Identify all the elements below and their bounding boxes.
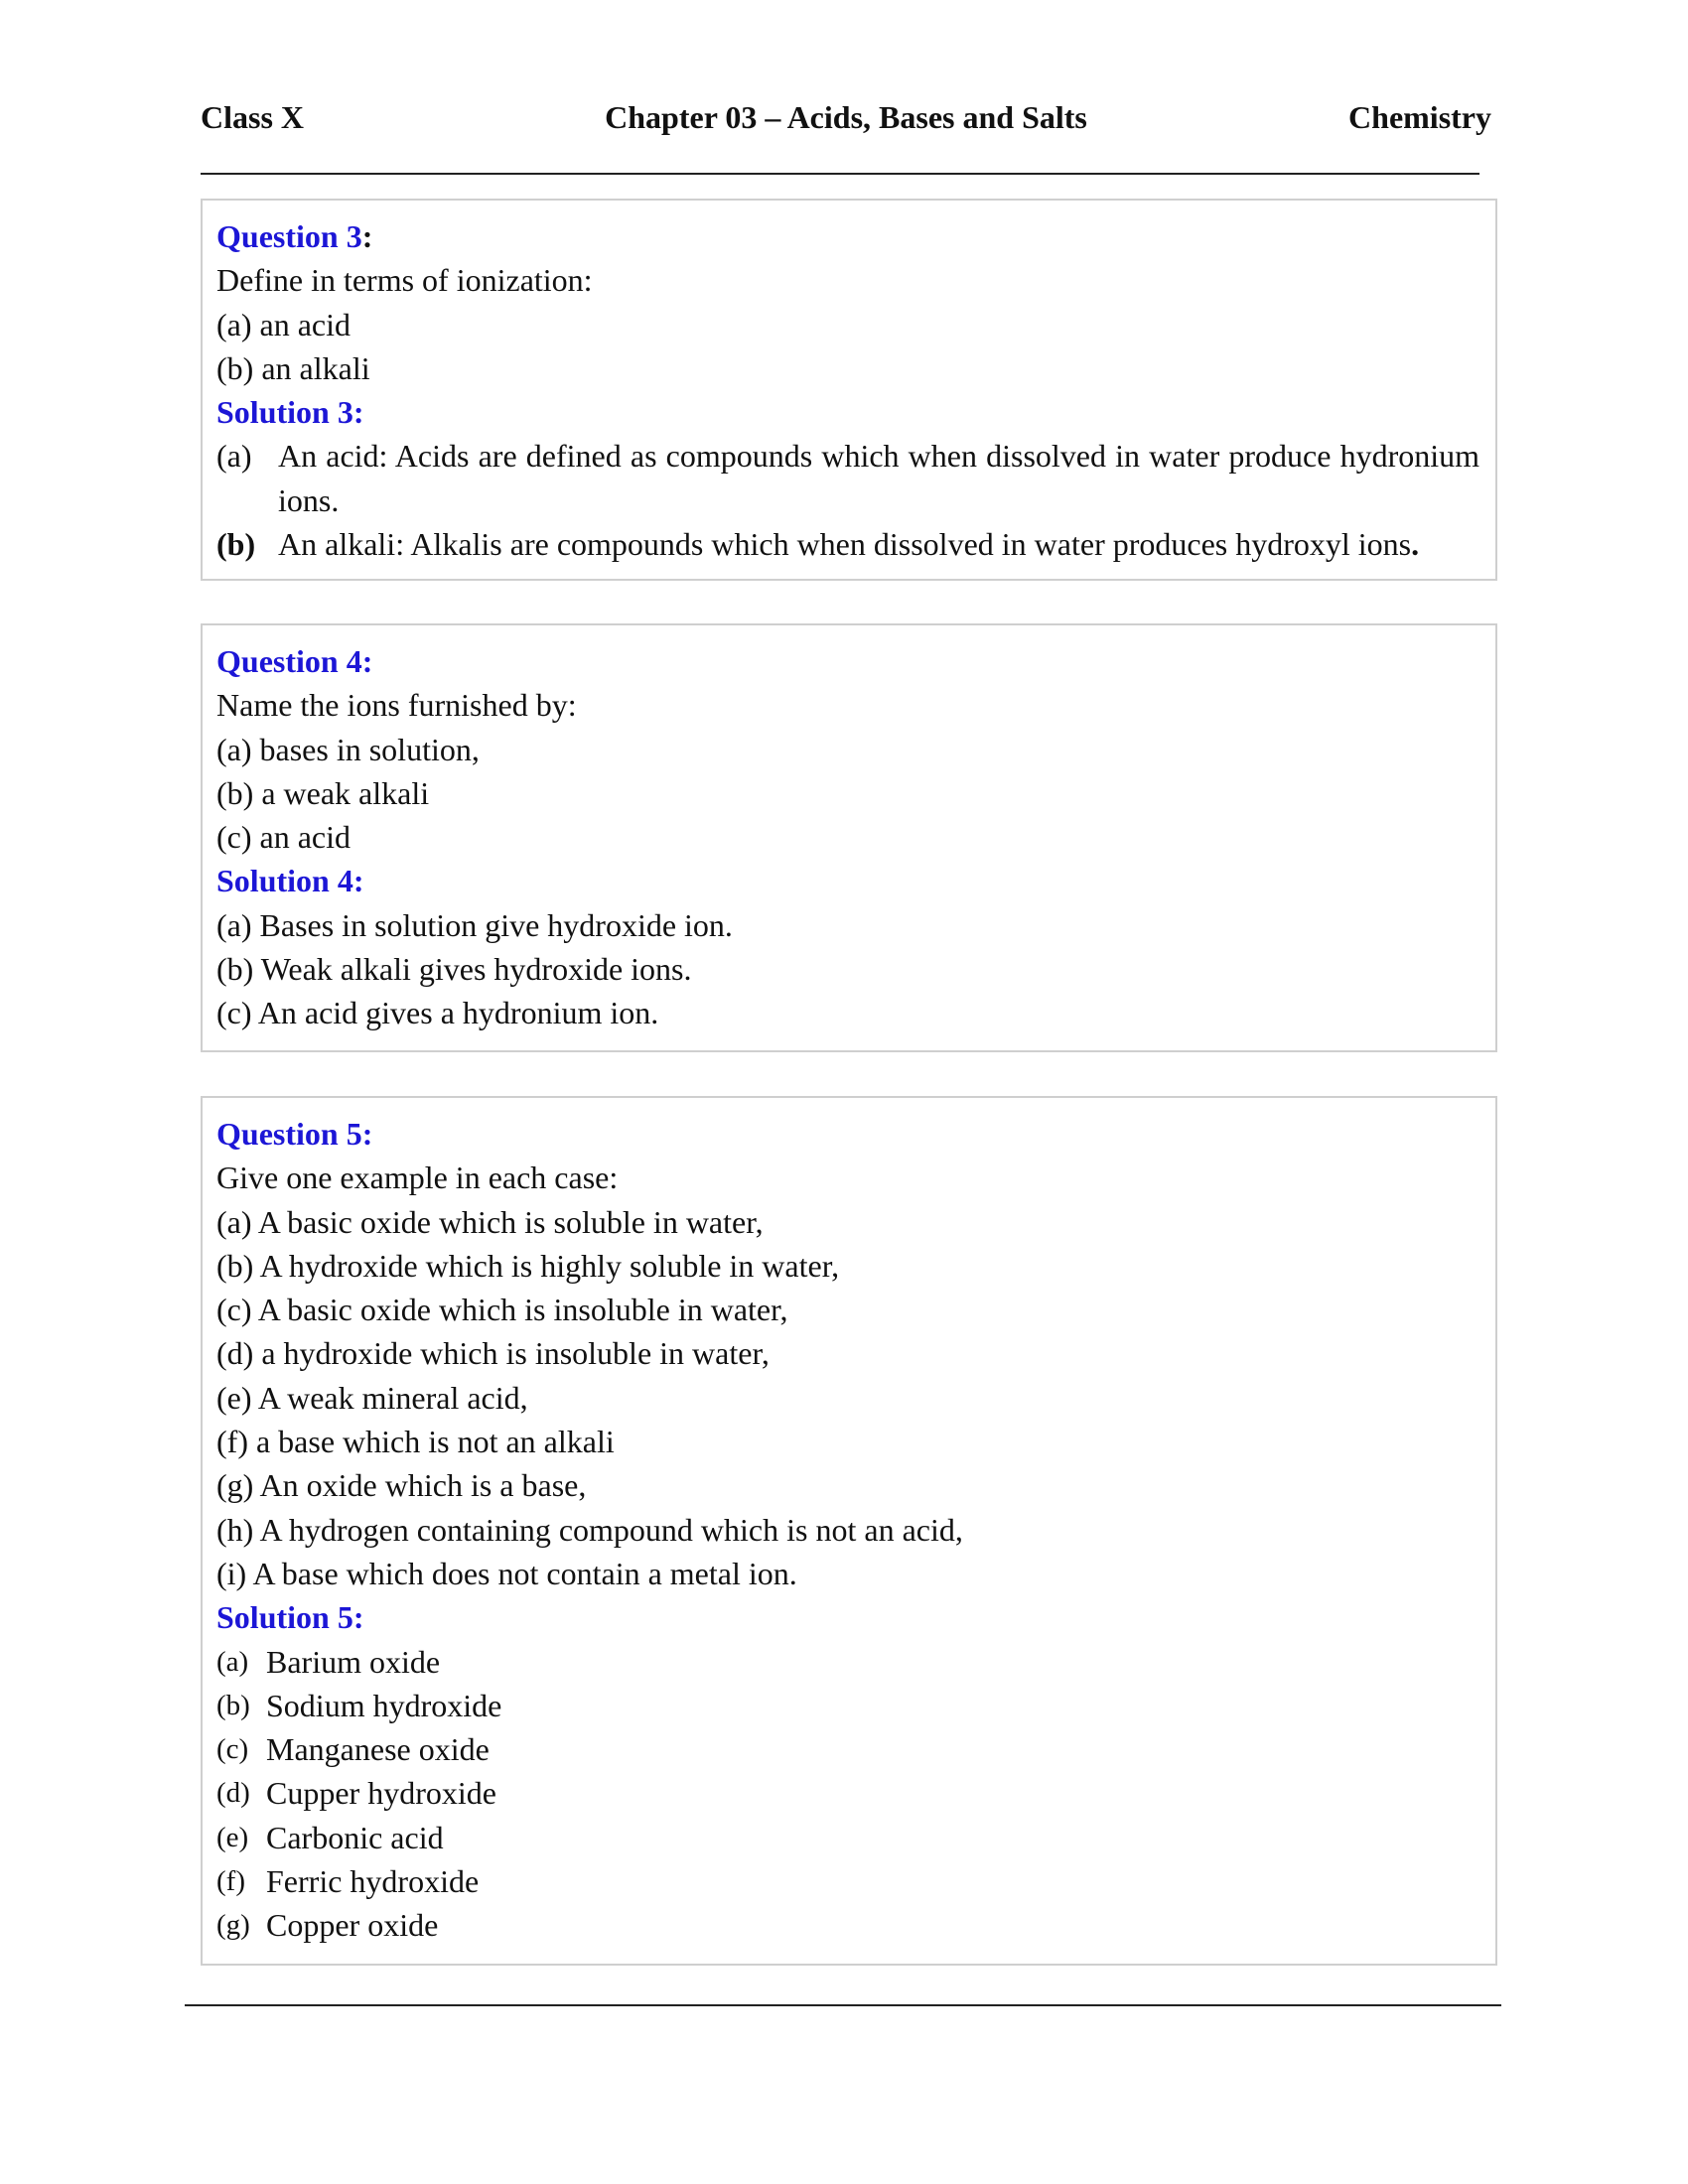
answer-text: Manganese oxide xyxy=(266,1731,490,1768)
question-5-item: (f) a base which is not an alkali xyxy=(216,1424,615,1460)
question-4-box xyxy=(201,623,1497,1052)
question-4-item: (c) an acid xyxy=(216,819,352,856)
answer-label: (b) xyxy=(216,526,256,563)
solution-5-answer xyxy=(216,1727,1479,1771)
question-3-item: (a) an acid xyxy=(216,306,352,342)
question-5-item: (c) A basic oxide which is insoluble in water, xyxy=(216,1292,788,1328)
question-5-item: (i) A base which does not contain a metal ion. xyxy=(216,1555,797,1591)
question-5-prompt: Give one example in each case: xyxy=(216,1160,619,1196)
solution-5-answer xyxy=(216,1903,1479,1947)
question-5-label: Question 5: xyxy=(216,1116,373,1152)
answer-label: (e) xyxy=(216,1821,249,1853)
answer-label: (b) xyxy=(216,1689,250,1721)
question-3-item: (b) an alkali xyxy=(216,349,370,386)
answer-text: Cupper hydroxide xyxy=(266,1775,496,1812)
solution-4-answer: (a) Bases in solution give hydroxide ion. xyxy=(216,906,733,943)
header-chapter-title: Chapter 03 – Acids, Bases and Salts xyxy=(605,99,1087,135)
answer-text: Carbonic acid xyxy=(266,1819,444,1855)
answer-text: Barium oxide xyxy=(266,1643,441,1680)
question-3-prompt: Define in terms of ionization: xyxy=(216,262,593,299)
question-5-item: (g) An oxide which is a base, xyxy=(216,1467,587,1504)
solution-4-label: Solution 4: xyxy=(216,863,364,899)
answer-label: (a) xyxy=(216,1645,249,1678)
solution-5-answer xyxy=(216,1684,1479,1727)
question-5-box xyxy=(201,1096,1497,1966)
header-class: Class X xyxy=(201,99,305,135)
question-3-colon: : xyxy=(361,218,373,254)
answer-label: (g) xyxy=(216,1909,250,1942)
solution-3-answer xyxy=(216,522,1479,566)
solution-4-answer: (c) An acid gives a hydronium ion. xyxy=(216,995,659,1031)
question-5-item: (e) A weak mineral acid, xyxy=(216,1379,528,1416)
footer-rule xyxy=(185,2004,1501,2006)
solution-4-answer: (b) Weak alkali gives hydroxide ions. xyxy=(216,951,692,988)
solution-3-label: Solution 3: xyxy=(216,394,364,431)
answer-text: Copper oxide xyxy=(266,1907,439,1944)
header-rule xyxy=(201,173,1479,175)
solution-3-answer xyxy=(216,434,1479,522)
question-5-item: (d) a hydroxide which is insoluble in water, xyxy=(216,1335,770,1372)
solution-5-answer xyxy=(216,1640,1479,1684)
solution-5-answer xyxy=(216,1859,1479,1903)
answer-text-body: An alkali: Alkalis are compounds which when dissolved in water produces hydroxyl ions xyxy=(278,526,1412,563)
page-header xyxy=(201,99,1491,143)
question-4-label: Question 4: xyxy=(216,643,373,679)
question-5-item: (h) A hydrogen containing compound which is not an acid, xyxy=(216,1511,963,1548)
answer-text: Sodium hydroxide xyxy=(266,1687,502,1723)
answer-text: Ferric hydroxide xyxy=(266,1863,480,1900)
question-5-item: (b) A hydroxide which is highly soluble in water, xyxy=(216,1247,840,1284)
question-3-box xyxy=(201,199,1497,581)
question-5-item: (a) A basic oxide which is soluble in water, xyxy=(216,1203,764,1240)
solution-5-label: Solution 5: xyxy=(216,1599,364,1636)
solution-5-answer xyxy=(216,1771,1479,1815)
header-subject: Chemistry xyxy=(1348,99,1491,135)
answer-label: (a) xyxy=(216,438,252,475)
answer-text xyxy=(278,522,1479,566)
question-4-item: (a) bases in solution, xyxy=(216,731,480,767)
question-3-heading xyxy=(216,214,1479,258)
answer-text: An acid: Acids are defined as compounds which when dissolved in water produce hydronium ions. xyxy=(278,438,1479,518)
question-4-prompt: Name the ions furnished by: xyxy=(216,687,577,724)
question-4-item: (b) a weak alkali xyxy=(216,774,430,811)
answer-label: (c) xyxy=(216,1733,249,1766)
answer-label: (d) xyxy=(216,1777,250,1810)
solution-5-answer xyxy=(216,1816,1479,1859)
question-3-label: Question 3 xyxy=(216,218,362,254)
answer-label: (f) xyxy=(216,1865,245,1898)
answer-text-period: . xyxy=(1411,526,1420,563)
